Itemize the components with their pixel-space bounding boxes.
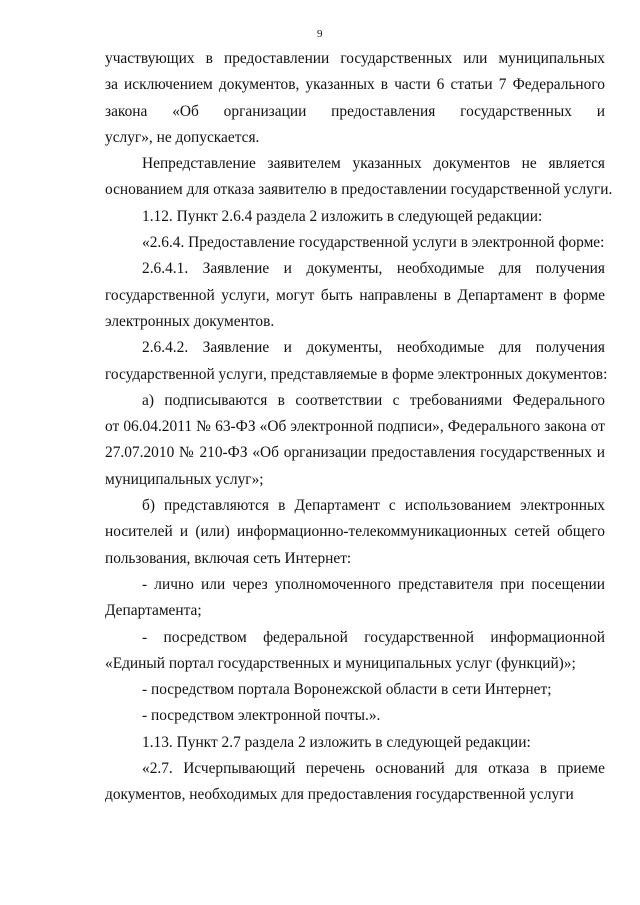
text-line: 2.6.4.2. Заявление и документы, необходимые для получения: [142, 339, 605, 357]
text-line: носителей и (или) информационно-телекоммуникационных сетей общего: [105, 523, 605, 541]
text-line: «2.6.4. Предоставление государственной услуги в электронной форме:: [142, 234, 605, 252]
text-line: 2.6.4.1. Заявление и документы, необходимые для получения: [142, 260, 605, 278]
text-line: 27.07.2010 № 210-ФЗ «Об организации предоставления государственных и: [105, 444, 605, 462]
text-line: б) представляются в Департамент с использованием электронных: [142, 497, 605, 515]
text-line: электронных документов.: [105, 312, 275, 330]
text-line: - посредством портала Воронежской области в сети Интернет;: [142, 681, 552, 699]
page-number: 9: [317, 28, 323, 40]
text-line: - посредством электронной почты.».: [142, 707, 381, 725]
text-line: - лично или через уполномоченного представителя при посещении: [142, 575, 605, 593]
text-line: от 06.04.2011 № 63-ФЗ «Об электронной подписи», Федерального закона от: [105, 418, 605, 436]
text-line: государственной услуги, могут быть направлены в Департамент в форме: [105, 286, 605, 304]
text-line: закона «Об организации предоставления государственных и: [105, 102, 605, 120]
text-line: основанием для отказа заявителю в предоставлении государственной услуги.: [105, 181, 613, 199]
text-line: 1.13. Пункт 2.7 раздела 2 изложить в следующей редакции:: [142, 733, 531, 751]
text-line: «Единый портал государственных и муниципальных услуг (функций)»;: [105, 654, 576, 672]
text-line: Департамента;: [105, 602, 202, 620]
text-line: за исключением документов, указанных в части 6 статьи 7 Федерального: [105, 76, 605, 94]
text-line: участвующих в предоставлении государственных или муниципальных: [105, 50, 605, 67]
text-line: а) подписываются в соответствии с требованиями Федерального: [142, 391, 605, 409]
text-line: государственной услуги, представляемые в форме электронных документов:: [105, 365, 608, 383]
text-line: «2.7. Исчерпывающий перечень оснований для отказа в приеме: [142, 760, 605, 778]
text-line: Непредставление заявителем указанных документов не является: [142, 155, 605, 173]
text-line: - посредством федеральной государственной информационной: [142, 628, 605, 646]
text-line: пользования, включая сеть Интернет:: [105, 549, 352, 567]
text-line: документов, необходимых для предоставления государственной услуги: [105, 786, 574, 804]
text-line: муниципальных услуг»;: [105, 470, 264, 488]
text-line: услуг», не допускается.: [105, 128, 260, 146]
document-body: [105, 46, 613, 809]
text-line: 1.12. Пункт 2.6.4 раздела 2 изложить в следующей редакции:: [142, 207, 543, 225]
